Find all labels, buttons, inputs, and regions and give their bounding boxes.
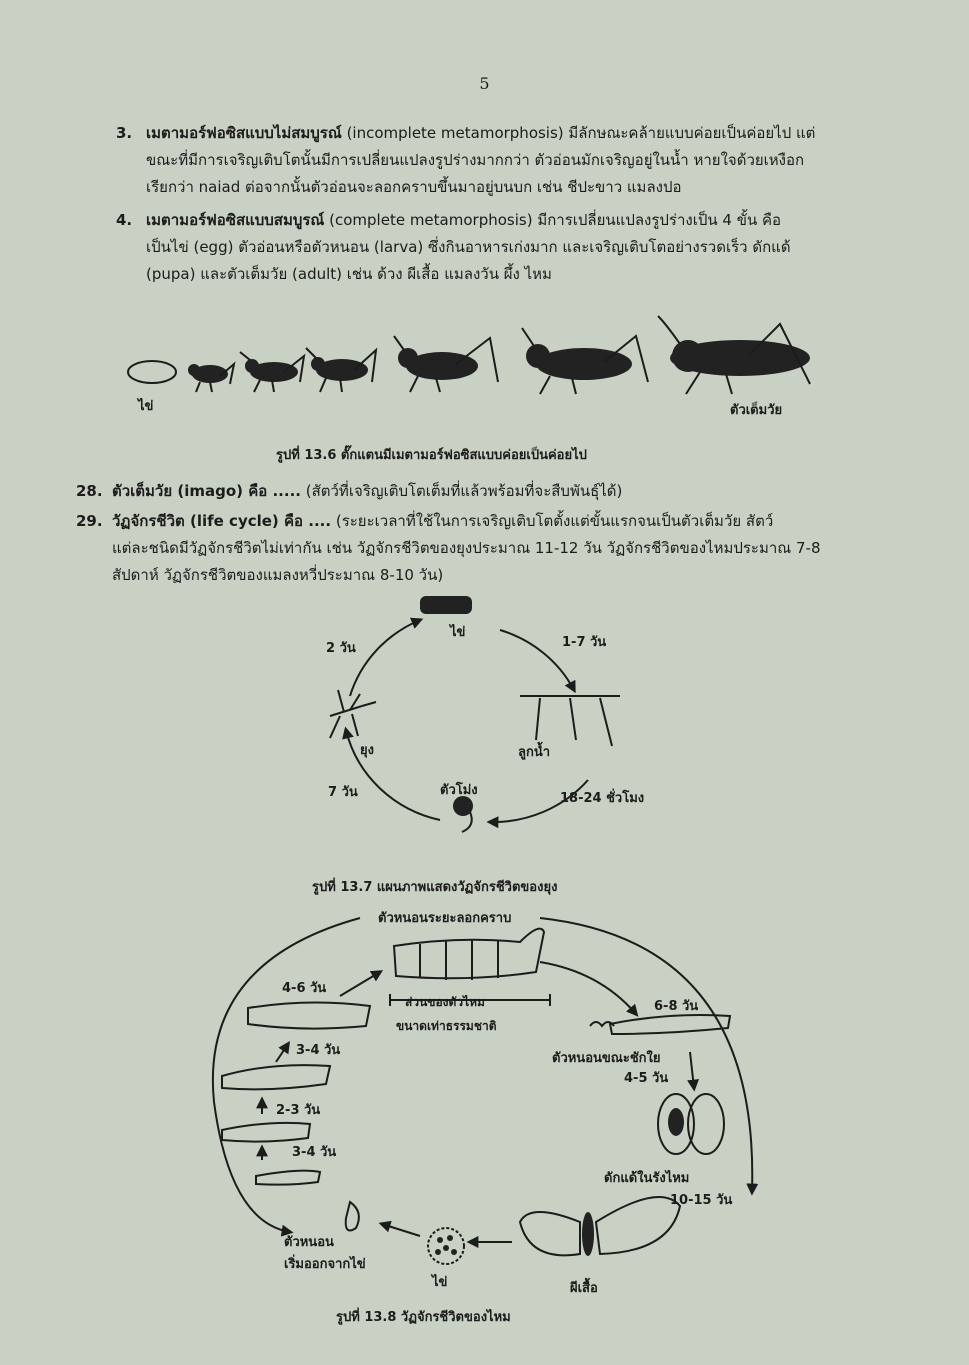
definition-imago — [76, 478, 916, 505]
grasshopper-egg-icon — [128, 361, 176, 383]
moth-label: ผีเสื้อ — [570, 1281, 598, 1296]
text-line: เรียกว่า naiad ต่อจากนั้นตัวอ่อนจะลอกคราบขึ้นมาอยู่บนบก เช่น ชีปะขาว แมลงปอ — [146, 178, 682, 196]
silkworm-hatchling-icon — [346, 1202, 359, 1230]
pupa-in-cocoon-label: ดักแด้ในรังไหม — [604, 1171, 690, 1186]
time-molt-to-spin: 6-8 วัน — [654, 999, 699, 1014]
text-line: แต่ละชนิดมีวัฏจักรชีวิตไม่เท่ากัน เช่น วัฏจักรชีวิตของยุงประมาณ 11-12 วัน วัฏจักรชีวิตของไหมประมาณ 7-8 — [112, 539, 821, 557]
grasshopper-adult-icon — [658, 316, 810, 394]
grasshopper-nymph-4-icon — [394, 336, 498, 392]
mosquito-larva-label: ลูกน้ำ — [518, 745, 551, 760]
item-number: 28. — [76, 482, 103, 500]
mosquito-adult-label: ยุง — [360, 743, 374, 758]
figure-13-6-caption: รูปที่ 13.6 ตั๊กแตนมีเมตามอร์ฟอซิสแบบค่อยเป็นค่อยไป — [276, 448, 587, 463]
silkworm-eggs-icon — [428, 1228, 464, 1264]
scale-label-part: ส่วนของตัวไหม — [405, 995, 485, 1009]
figure-13-8-caption: รูปที่ 13.8 วัฏจักรชีวิตของไหม — [336, 1310, 511, 1325]
mosquito-pupa-icon — [453, 796, 473, 832]
grasshopper-nymph-1-icon — [188, 364, 234, 392]
text-line: ขณะที่มีการเจริญเติบโตนั้นมีการเปลี่ยนแปลงรูปร่างมากกว่า ตัวอ่อนมักเจริญอยู่ในน้ำ หายใจด้วยเหงือก — [146, 151, 805, 169]
term-complete-metamorphosis: เมตามอร์ฟอซิสแบบสมบูรณ์ — [146, 211, 325, 229]
time-adult-to-egg: 2 วัน — [326, 641, 356, 656]
silkworm-molting-larva-icon — [394, 929, 544, 980]
time-egg-to-larva: 1-7 วัน — [562, 635, 607, 650]
definition-text: (สัตว์ที่เจริญเติบโตเต็มที่แล้วพร้อมที่จะสืบพันธุ์ได้) — [305, 482, 623, 500]
mosquito-larva-icon — [520, 696, 620, 746]
grasshopper-nymph-5-icon — [522, 328, 648, 394]
time-stage-a: 3-4 วัน — [292, 1145, 337, 1160]
adult-label: ตัวเต็มวัย — [730, 403, 783, 418]
page-number: 5 — [479, 74, 490, 93]
silkworm-larva-stage-2-icon — [222, 1123, 310, 1142]
mosquito-egg-raft-icon — [420, 596, 472, 614]
text-line: (complete metamorphosis) มีการเปลี่ยนแปลงรูปร่างเป็น 4 ขั้น คือ — [329, 211, 782, 229]
hatchling-label-2: เริ่มออกจากไข่ — [284, 1257, 366, 1272]
hatchling-label-1: ตัวหนอน — [284, 1235, 334, 1250]
term-life-cycle: วัฏจักรชีวิต (life cycle) คือ .... — [112, 512, 332, 530]
text-line: สัปดาห์ วัฏจักรชีวิตของแมลงหวี่ประมาณ 8-10 วัน) — [112, 566, 444, 584]
mosquito-pupa-label: ตัวโม่ง — [440, 783, 478, 798]
grasshopper-nymph-2-icon — [240, 352, 304, 392]
egg-label: ไข่ — [138, 399, 154, 414]
time-pupa-to-moth: 10-15 วัน — [670, 1193, 733, 1208]
silkworm-moth-icon — [520, 1197, 680, 1256]
molting-larva-label: ตัวหนอนระยะลอกคราบ — [378, 911, 512, 926]
paragraph-complete-metamorphosis — [116, 207, 916, 288]
silkworm-egg-label: ไข่ — [432, 1275, 448, 1290]
time-larva-to-pupa: 18-24 ชั่วโมง — [560, 791, 645, 806]
silkworm-larva-stage-1-icon — [256, 1171, 320, 1185]
text-line: เป็นไข่ (egg) ตัวอ่อนหรือตัวหนอน (larva) ซึ่งกินอาหารเก่งมาก และเจริญเติบโตอย่างรวดเร็ว ดักแด้ — [146, 238, 791, 256]
spinning-larva-label: ตัวหนอนขณะชักใย — [552, 1051, 661, 1066]
grasshopper-nymph-3-icon — [306, 348, 376, 392]
silkworm-larva-stage-3-icon — [222, 1065, 330, 1089]
time-pupa-to-adult: 7 วัน — [328, 785, 358, 800]
term-incomplete-metamorphosis: เมตามอร์ฟอซิสแบบไม่สมบูรณ์ — [146, 124, 342, 142]
text-line: (pupa) และตัวเต็มวัย (adult) เช่น ด้วง ผีเสื้อ แมลงวัน ผึ้ง ไหม — [146, 265, 552, 283]
mosquito-egg-label: ไข่ — [450, 625, 466, 640]
mosquito-adult-icon — [330, 690, 376, 738]
paragraph-incomplete-metamorphosis — [116, 120, 916, 201]
item-number: 29. — [76, 512, 103, 530]
term-imago: ตัวเต็มวัย (imago) คือ ..... — [112, 482, 301, 500]
time-stage-c: 3-4 วัน — [296, 1043, 341, 1058]
text-line: (incomplete metamorphosis) มีลักษณะคล้ายแบบค่อยเป็นค่อยไป แต่ — [346, 124, 816, 142]
silkworm-cocoon-icon — [658, 1094, 724, 1154]
time-stage-b: 2-3 วัน — [276, 1103, 321, 1118]
item-number: 3. — [116, 124, 133, 142]
text-line: (ระยะเวลาที่ใช้ในการเจริญเติบโตตั้งแต่ขั้นแรกจนเป็นตัวเต็มวัย สัตว์ — [335, 512, 774, 530]
silkworm-larva-stage-4-icon — [248, 1002, 370, 1028]
definition-life-cycle — [76, 508, 916, 589]
grasshopper-development-figure — [0, 310, 969, 430]
time-spin-to-pupa: 4-5 วัน — [624, 1071, 669, 1086]
mosquito-life-cycle-diagram — [0, 590, 969, 870]
time-stage-d: 4-6 วัน — [282, 981, 327, 996]
figure-13-7-caption: รูปที่ 13.7 แผนภาพแสดงวัฏจักรชีวิตของยุง — [312, 880, 558, 895]
silkworm-spinning-larva-icon — [590, 1015, 730, 1034]
item-number: 4. — [116, 211, 133, 229]
silkworm-life-cycle-diagram — [0, 902, 969, 1302]
scale-label-natural-size: ขนาดเท่าธรรมชาติ — [396, 1019, 497, 1033]
